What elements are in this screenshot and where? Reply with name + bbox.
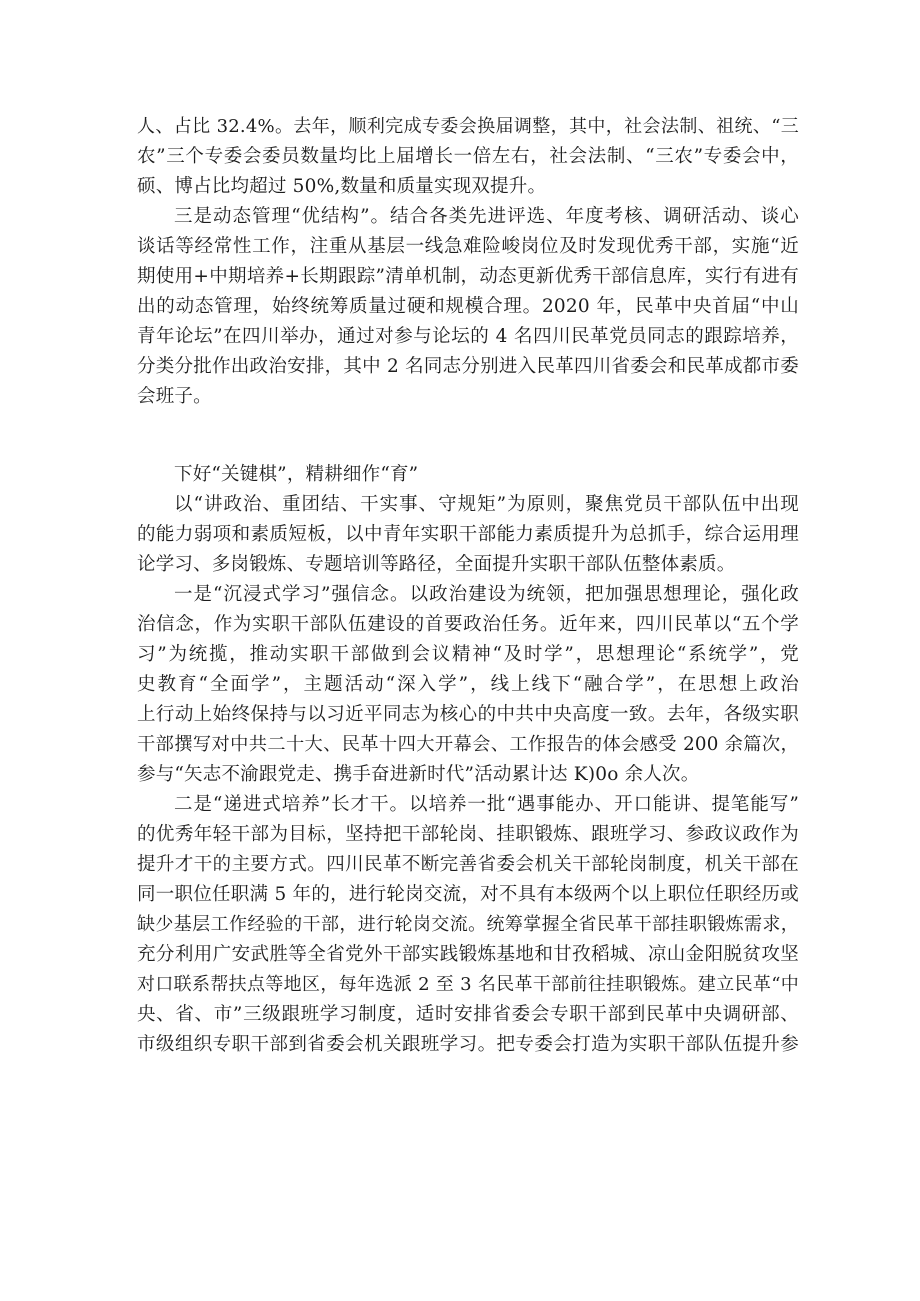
text-line: 三是动态管理“优结构”。结合各类先进评选、年度考核、调研活动、谈心 (174, 206, 799, 227)
text-line: 农”三个专委会委员数量均比上届增长一倍左右，社会法制、“三农”专委会中， (137, 146, 799, 167)
text-line: 市级组织专职干部到省委会机关跟班学习。把专委会打造为实职干部队伍提升参 (137, 1034, 799, 1055)
text-line: 出的动态管理，始终统筹质量过硬和规模合理。2020 年，民革中央首届“中山 (137, 296, 799, 317)
text-line: 的能力弱项和素质短板，以中青年实职干部能力素质提升为总抓手，综合运用理 (137, 524, 799, 545)
text-line: 治信念，作为实职干部队伍建设的首要政治任务。近年来，四川民革以“五个学 (137, 614, 799, 635)
text-line: 硕、博占比均超过 50%,数量和质量实现双提升。 (137, 176, 547, 197)
text-line: 同一职位任职满 5 年的，进行轮岗交流，对不具有本级两个以上职位任职经历或 (137, 884, 799, 905)
paragraph-continuation (137, 112, 799, 202)
text-line: 史教育“全面学”，主题活动“深入学”，线上线下“融合学”，在思想上政治 (137, 674, 799, 695)
text-line: 青年论坛”在四川举办，通过对参与论坛的 4 名四川民革党员同志的跟踪培养， (137, 326, 799, 347)
text-line: 央、省、市”三级跟班学习制度，适时安排省委会专职干部到民革中央调研部、 (137, 1004, 799, 1025)
text-line: 期使用+中期培养+长期跟踪”清单机制，动态更新优秀干部信息库，实行有进有 (137, 266, 799, 287)
text-line: 二是“递进式培养”长才干。以培养一批“遇事能办、开口能讲、提笔能写” (174, 794, 799, 815)
text-line: 对口联系帮扶点等地区，每年选派 2 至 3 名民革干部前往挂职锻炼。建立民革“中 (137, 974, 799, 995)
text-line: 缺少基层工作经验的干部，进行轮岗交流。统筹掌握全省民革干部挂职锻炼需求， (137, 914, 799, 935)
text-line: 提升才干的主要方式。四川民革不断完善省委会机关干部轮岗制度，机关干部在 (137, 854, 799, 875)
text-line: 的优秀年轻干部为目标，坚持把干部轮岗、挂职锻炼、跟班学习、参政议政作为 (137, 824, 799, 845)
text-line: 上行动上始终保持与以习近平同志为核心的中共中央高度一致。去年，各级实职 (137, 704, 799, 725)
paragraph-dynamic-management (137, 202, 799, 412)
text-line: 分类分批作出政治安排，其中 2 名同志分别进入民革四川省委会和民革成都市委 (137, 356, 799, 377)
text-line: 以“讲政治、重团结、干实事、守规矩”为原则，聚焦党员干部队伍中出现 (174, 494, 799, 515)
text-line: 充分利用广安武胜等全省党外干部实践锻炼基地和甘孜稻城、凉山金阳脱贫攻坚 (137, 944, 799, 965)
text-line: 参与“矢志不渝跟党走、携手奋进新时代”活动累计达 K)0o 余人次。 (137, 764, 700, 785)
text-line: 论学习、多岗锻炼、专题培训等路径，全面提升实职干部队伍整体素质。 (137, 554, 736, 575)
paragraph-progressive-training (137, 790, 799, 1060)
text-line: 习”为统揽，推动实职干部做到会议精神“及时学”，思想理论“系统学”，党 (137, 644, 799, 665)
heading-line: 下好“关键棋”，精耕细作“育” (174, 464, 419, 485)
document-body (137, 112, 799, 1060)
paragraph-immersive-learning (137, 580, 799, 790)
section-gap (137, 412, 799, 460)
text-line: 谈话等经常性工作，注重从基层一线急难险峻岗位及时发现优秀干部，实施“近 (137, 236, 799, 257)
text-line: 人、占比 32.4%。去年，顺利完成专委会换届调整，其中，社会法制、祖统、“三 (137, 116, 799, 137)
text-line: 干部撰写对中共二十大、民革十四大开幕会、工作报告的体会感受 200 余篇次， (137, 734, 799, 755)
section-heading (137, 460, 799, 490)
paragraph-intro (137, 490, 799, 580)
text-line: 会班子。 (137, 386, 212, 407)
text-line: 一是“沉浸式学习”强信念。以政治建设为统领，把加强思想理论，强化政 (174, 584, 799, 605)
